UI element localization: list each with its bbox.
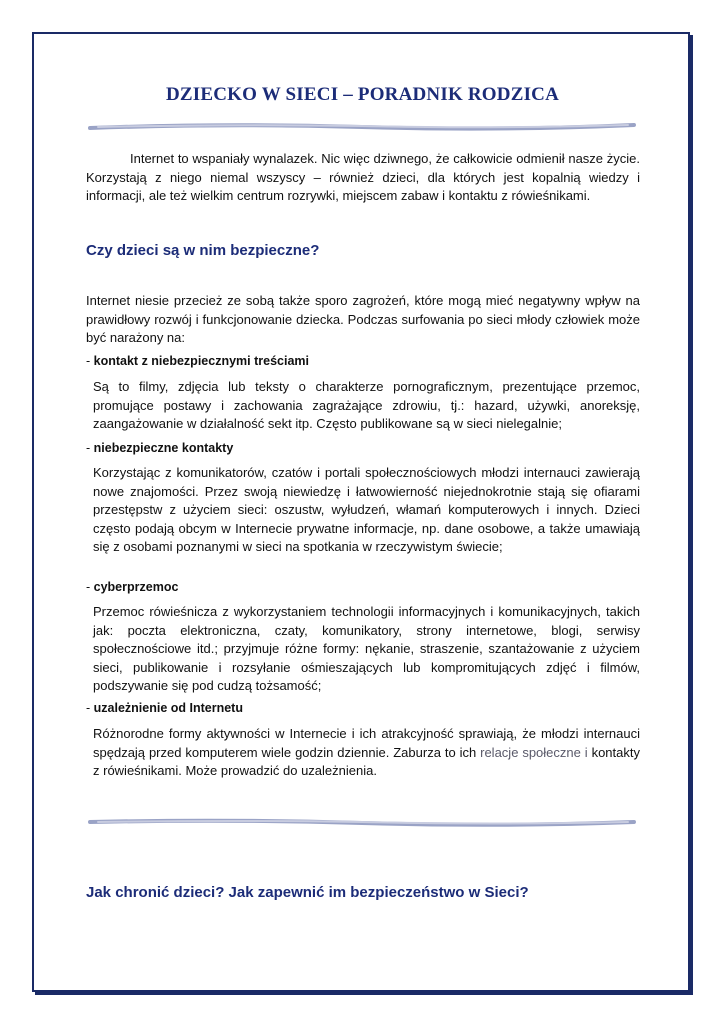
threat-label-addiction: - uzależnienie od Internetu	[86, 701, 243, 715]
threat-label-content: - kontakt z niebezpiecznymi treściami	[86, 354, 309, 368]
threat-body-contacts: Korzystając z komunikatorów, czatów i portali społecznościowych młodzi internauci zawierają nowe znajomości. Przez swoją niewiedzę i łatwowierność niejednokrotnie stają się ofiarami przestępstw z użyciem sieci: oszustw, wyłudzeń, włamań komputerowych i innych. Dzieci często podają obcym w Internecie prywatne informacje, np. dane osobowe, a także umawiają się z osobami poznanymi w sieci na spotkania w rzeczywistym świecie;	[93, 465, 640, 554]
section2-heading: Jak chronić dzieci? Jak zapewnić im bezpieczeństwo w Sieci?	[86, 884, 529, 901]
section-divider	[88, 816, 636, 830]
section1-lead: Internet niesie przecież ze sobą także sporo zagrożeń, które mogą mieć negatywny wpływ na prawidłowy rozwój i funkcjonowanie dziecka. Podczas surfowania po sieci młody człowiek może być narażony na:	[86, 293, 640, 345]
threat-body-addiction: Różnorodne formy aktywności w Internecie i ich atrakcyjność sprawiają, że młodzi internauci spędzają przed komputerem wiele godzin dziennie. Zaburza to ich relacje społeczne i kontakty z rówieśnikami. Może prowadzić do uzależnienia.	[93, 726, 640, 778]
threat-body-content: Są to filmy, zdjęcia lub teksty o charakterze pornograficznym, prezentujące przemoc, promujące postawy i zachowania zagrażające zdrowiu, tj.: hazard, używki, anoreksję, zaangażowanie w działalność sekt itp. Często publikowane są w sieci nielegalnie;	[93, 379, 640, 431]
threat-label-contacts: - niebezpieczne kontakty	[86, 441, 234, 455]
title-divider	[88, 120, 636, 134]
page-title: DZIECKO W SIECI – PORADNIK RODZICA	[165, 84, 560, 105]
threat-body-cyberbullying: Przemoc rówieśnicza z wykorzystaniem technologii informacyjnych i komunikacyjnych, takich jak: poczta elektroniczna, czaty, komunikatory, strony internetowe, blogi, serwisy społecznościowe itd.; przyjmuje różne formy: nękanie, straszenie, szantażowanie z użyciem sieci, publikowanie i rozsyłanie ośmieszających lub kompromitujących zdjęć i filmów, podszywanie się pod cudzą tożsamość;	[93, 604, 640, 693]
threat-label-cyberbullying: - cyberprzemoc	[86, 580, 179, 594]
divider-ornament-icon	[88, 816, 636, 830]
section1-heading: Czy dzieci są w nim bezpieczne?	[86, 242, 320, 259]
intro-paragraph: Internet to wspaniały wynalazek. Nic więc dziwnego, że całkowicie odmienił nasze życie. Korzystają z niego niemal wszyscy – również dzieci, dla których jest kopalnią wiedzy i informacji, ale też wielkim centrum rozrywki, miejscem zabaw i kontaktu z rówieśnikami.	[86, 151, 640, 203]
divider-ornament-icon	[88, 120, 636, 134]
